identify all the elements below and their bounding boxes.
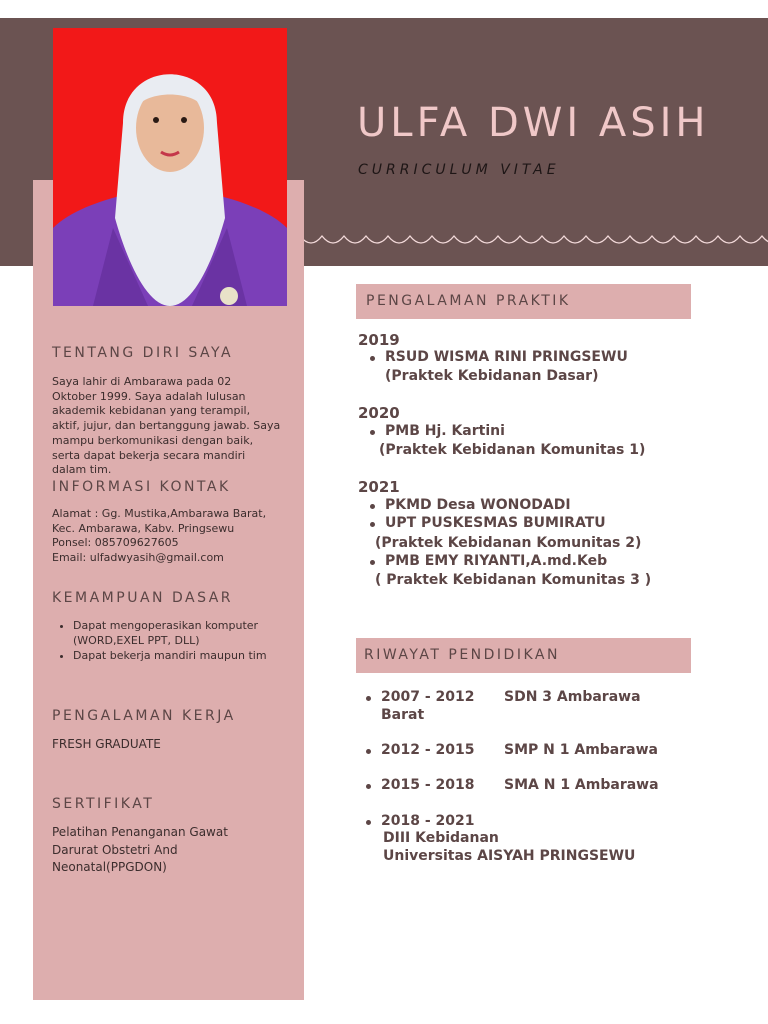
profile-photo [53, 28, 287, 306]
bullet-icon [366, 696, 371, 701]
bullet-icon [366, 820, 371, 825]
bullet-icon [370, 356, 375, 361]
scallop-divider [300, 234, 768, 250]
portrait-image [53, 28, 287, 306]
about-text [52, 375, 280, 478]
practice-title: PENGALAMAN PRAKTIK [366, 293, 571, 309]
contact-phone: Ponsel: 085709627605 [52, 536, 179, 550]
certificate-line: Pelatihan Penanganan Gawat [52, 825, 228, 839]
work-text: FRESH GRADUATE [52, 737, 161, 751]
about-line: Oktober 1999. Saya adalah lulusan [52, 389, 246, 403]
education-degree: DIII Kebidanan [383, 830, 499, 846]
bullet-icon [366, 749, 371, 754]
contact-text [52, 507, 266, 566]
practice-year: 2021 [358, 478, 400, 496]
contact-address-line: Kec. Ambarawa, Kabv. Pringsewu [52, 521, 235, 535]
education-school: SMP N 1 Ambarawa [504, 742, 658, 758]
education-years: 2015 - 2018 [381, 777, 475, 793]
practice-entry-note: (Praktek Kebidanan Dasar) [385, 368, 599, 384]
about-line: serta dapat bekerja secara mandiri [52, 448, 246, 462]
certificate-line: Neonatal(PPGDON) [52, 860, 167, 874]
candidate-name: ULFA DWI ASIH [357, 100, 710, 146]
practice-entry: PMB EMY RIYANTI,A.md.Keb [385, 553, 608, 569]
education-title: RIWAYAT PENDIDIKAN [364, 647, 560, 663]
about-line: Saya lahir di Ambarawa pada 02 [52, 375, 232, 388]
about-line: akademik kebidanan yang terampil, [52, 404, 251, 418]
certificate-text [52, 824, 228, 877]
practice-entry-note: (Praktek Kebidanan Komunitas 1) [379, 442, 646, 458]
practice-entry-note: (Praktek Kebidanan Komunitas 2) [375, 535, 642, 551]
skill-item: • Dapat mengoperasikan komputer (WORD,EXEL PPT, DLL) [73, 618, 301, 648]
skill-item: • Dapat bekerja mandiri maupun tim [73, 648, 273, 663]
education-header-bar [356, 638, 691, 673]
education-years: 2012 - 2015 [381, 742, 475, 758]
bullet-icon [370, 560, 375, 565]
skills-title: KEMAMPUAN DASAR [52, 590, 234, 606]
practice-entry: RSUD WISMA RINI PRINGSEWU [385, 349, 628, 365]
education-years: 2018 - 2021 [381, 813, 475, 829]
certificate-line: Darurat Obstetri And [52, 842, 178, 857]
contact-title: INFORMASI KONTAK [52, 479, 231, 495]
education-school: SDN 3 Ambarawa [504, 689, 641, 705]
contact-email: Email: ulfadwyasih@gmail.com [52, 551, 224, 565]
practice-entry: PMB Hj. Kartini [385, 423, 505, 439]
practice-entry: PKMD Desa WONODADI [385, 497, 571, 513]
contact-address-line: Alamat : Gg. Mustika,Ambarawa Barat, [52, 507, 267, 520]
bullet-icon [366, 784, 371, 789]
bullet-icon [370, 522, 375, 527]
work-title: PENGALAMAN KERJA [52, 708, 236, 724]
education-school: SMA N 1 Ambarawa [504, 777, 659, 793]
education-school-extra: Barat [381, 707, 425, 723]
document-subtitle: CURRICULUM VITAE [358, 162, 560, 178]
practice-year: 2019 [358, 331, 400, 349]
education-years: 2007 - 2012 [381, 689, 475, 705]
about-line: aktif, jujur, dan bertanggung jawab. Saya [52, 419, 281, 433]
practice-year: 2020 [358, 404, 400, 422]
skills-list [52, 618, 301, 663]
about-title: TENTANG DIRI SAYA [52, 345, 234, 361]
practice-header-bar [356, 284, 691, 319]
about-line: mampu berkomunikasi dengan baik, [52, 433, 254, 447]
certificate-title: SERTIFIKAT [52, 796, 155, 812]
education-school: Universitas AISYAH PRINGSEWU [383, 848, 636, 864]
practice-entry-note: ( Praktek Kebidanan Komunitas 3 ) [375, 572, 652, 588]
bullet-icon [370, 504, 375, 509]
practice-entry: UPT PUSKESMAS BUMIRATU [385, 515, 606, 531]
about-line: dalam tim. [52, 463, 112, 477]
bullet-icon [370, 430, 375, 435]
